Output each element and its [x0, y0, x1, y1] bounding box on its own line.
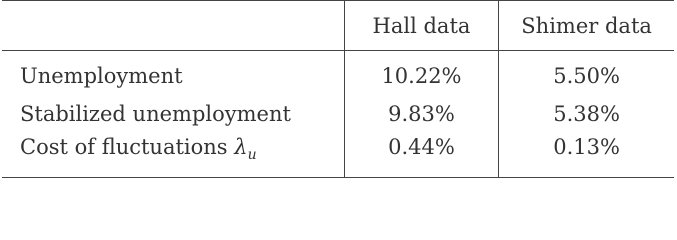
- shimer-value: 0.13%: [553, 135, 620, 159]
- header-shimer-data: Shimer data: [521, 13, 652, 38]
- shimer-value: 5.50%: [553, 64, 620, 88]
- table-row-unemployment: [2, 57, 674, 95]
- table-row-cost-of-fluctuations: [2, 133, 674, 178]
- shimer-value: 5.38%: [553, 102, 620, 126]
- hall-value: 0.44%: [344, 133, 498, 178]
- lambda-symbol: [234, 135, 257, 164]
- row-label: Unemployment: [2, 57, 344, 95]
- hall-value: 10.22%: [344, 57, 498, 95]
- hall-value: 9.83%: [344, 95, 498, 133]
- lambda-subscript: u: [247, 147, 257, 164]
- row-label: Stabilized unemployment: [2, 95, 344, 133]
- results-table: [2, 0, 674, 178]
- header-hall-data: Hall data: [344, 1, 498, 51]
- row-label: Cost of fluctuations: [20, 135, 228, 159]
- row-label-cost: [2, 133, 344, 178]
- header-empty-cell: [2, 1, 344, 51]
- lambda-glyph: λ: [234, 135, 248, 159]
- table-header-row: [2, 1, 674, 51]
- table-row-stabilized-unemployment: [2, 95, 674, 133]
